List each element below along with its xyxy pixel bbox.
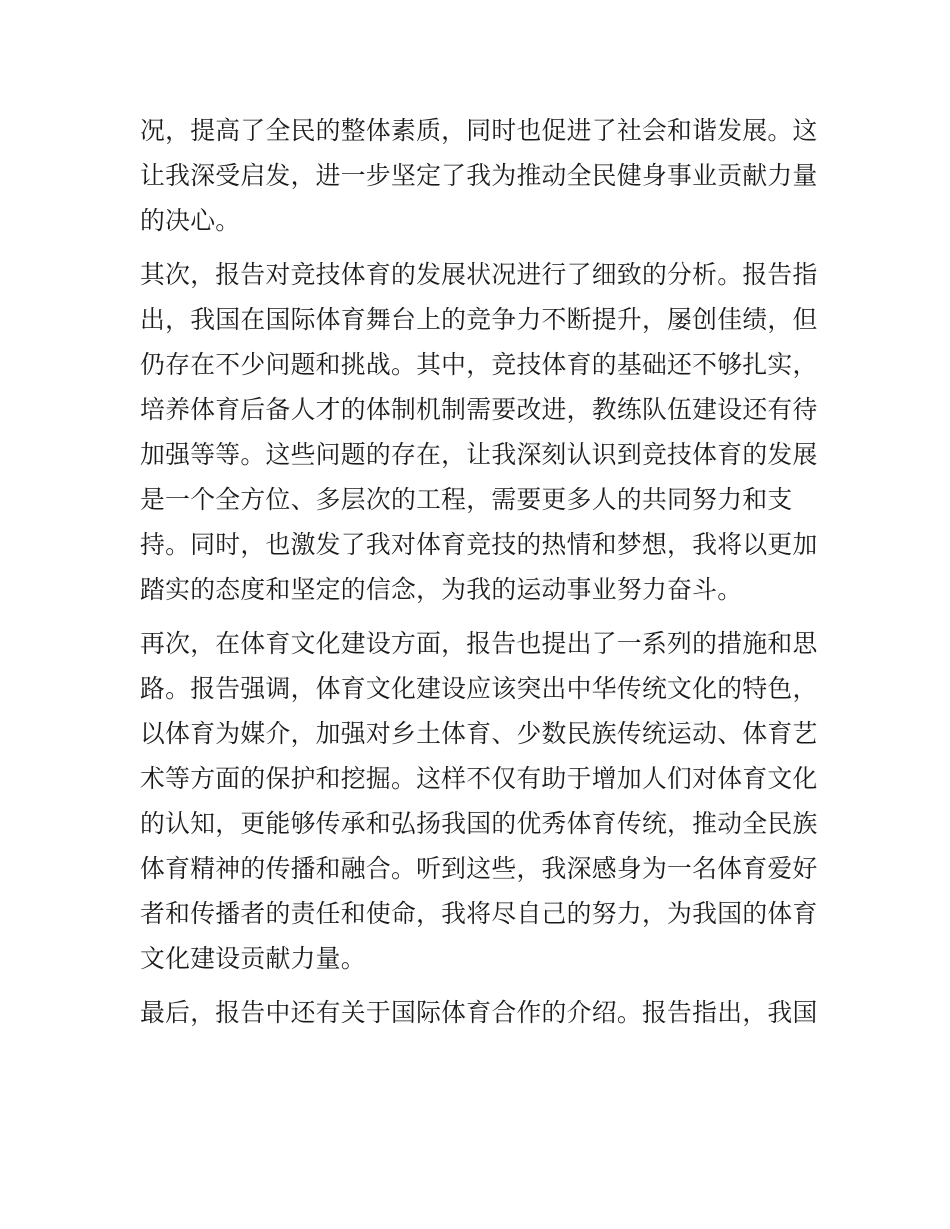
- paragraph-4: [140, 990, 818, 1035]
- paragraph-spacer: [140, 243, 812, 252]
- text-line: 持。同时，也激发了我对体育竞技的热情和梦想，我将以更加: [140, 530, 818, 559]
- paragraph-1: [140, 108, 818, 243]
- document-body: [140, 108, 818, 1035]
- text-line: 况，提高了全民的整体素质，同时也促进了社会和谐发展。这: [140, 116, 818, 145]
- text-line: 其次，报告对竞技体育的发展状况进行了细致的分析。报告指: [140, 260, 818, 289]
- text-line: 出，我国在国际体育舞台上的竞争力不断提升，屡创佳绩，但: [140, 305, 818, 334]
- text-line: 以体育为媒介，加强对乡土体育、少数民族传统运动、体育艺: [140, 719, 818, 748]
- text-line: 培养体育后备人才的体制机制需要改进，教练队伍建设还有待: [140, 395, 818, 424]
- text-line: 术等方面的保护和挖掘。这样不仅有助于增加人们对体育文化: [140, 764, 818, 793]
- text-line: 是一个全方位、多层次的工程，需要更多人的共同努力和支: [140, 485, 793, 514]
- paragraph-2: [140, 252, 818, 612]
- text-line: 最后，报告中还有关于国际体育合作的介绍。报告指出，我国: [140, 998, 818, 1027]
- text-line: 的认知，更能够传承和弘扬我国的优秀体育传统，推动全民族: [140, 809, 818, 838]
- text-line: 让我深受启发，进一步坚定了我为推动全民健身事业贡献力量: [140, 161, 818, 190]
- text-line: 路。报告强调，体育文化建设应该突出中华传统文化的特色，: [140, 674, 818, 703]
- paragraph-spacer: [140, 612, 812, 621]
- text-line: 的决心。: [140, 206, 241, 235]
- text-line: 仍存在不少问题和挑战。其中，竞技体育的基础还不够扎实，: [140, 350, 818, 379]
- text-line: 者和传播者的责任和使命，我将尽自己的努力，为我国的体育: [140, 899, 818, 928]
- text-line: 加强等等。这些问题的存在，让我深刻认识到竞技体育的发展: [140, 440, 818, 469]
- text-line: 文化建设贡献力量。: [140, 944, 366, 973]
- text-line: 踏实的态度和坚定的信念，为我的运动事业努力奋斗。: [140, 575, 743, 604]
- text-line: 再次，在体育文化建设方面，报告也提出了一系列的措施和思: [140, 629, 818, 658]
- text-line: 体育精神的传播和融合。听到这些，我深感身为一名体育爱好: [140, 854, 818, 883]
- paragraph-3: [140, 621, 818, 981]
- paragraph-spacer: [140, 981, 812, 990]
